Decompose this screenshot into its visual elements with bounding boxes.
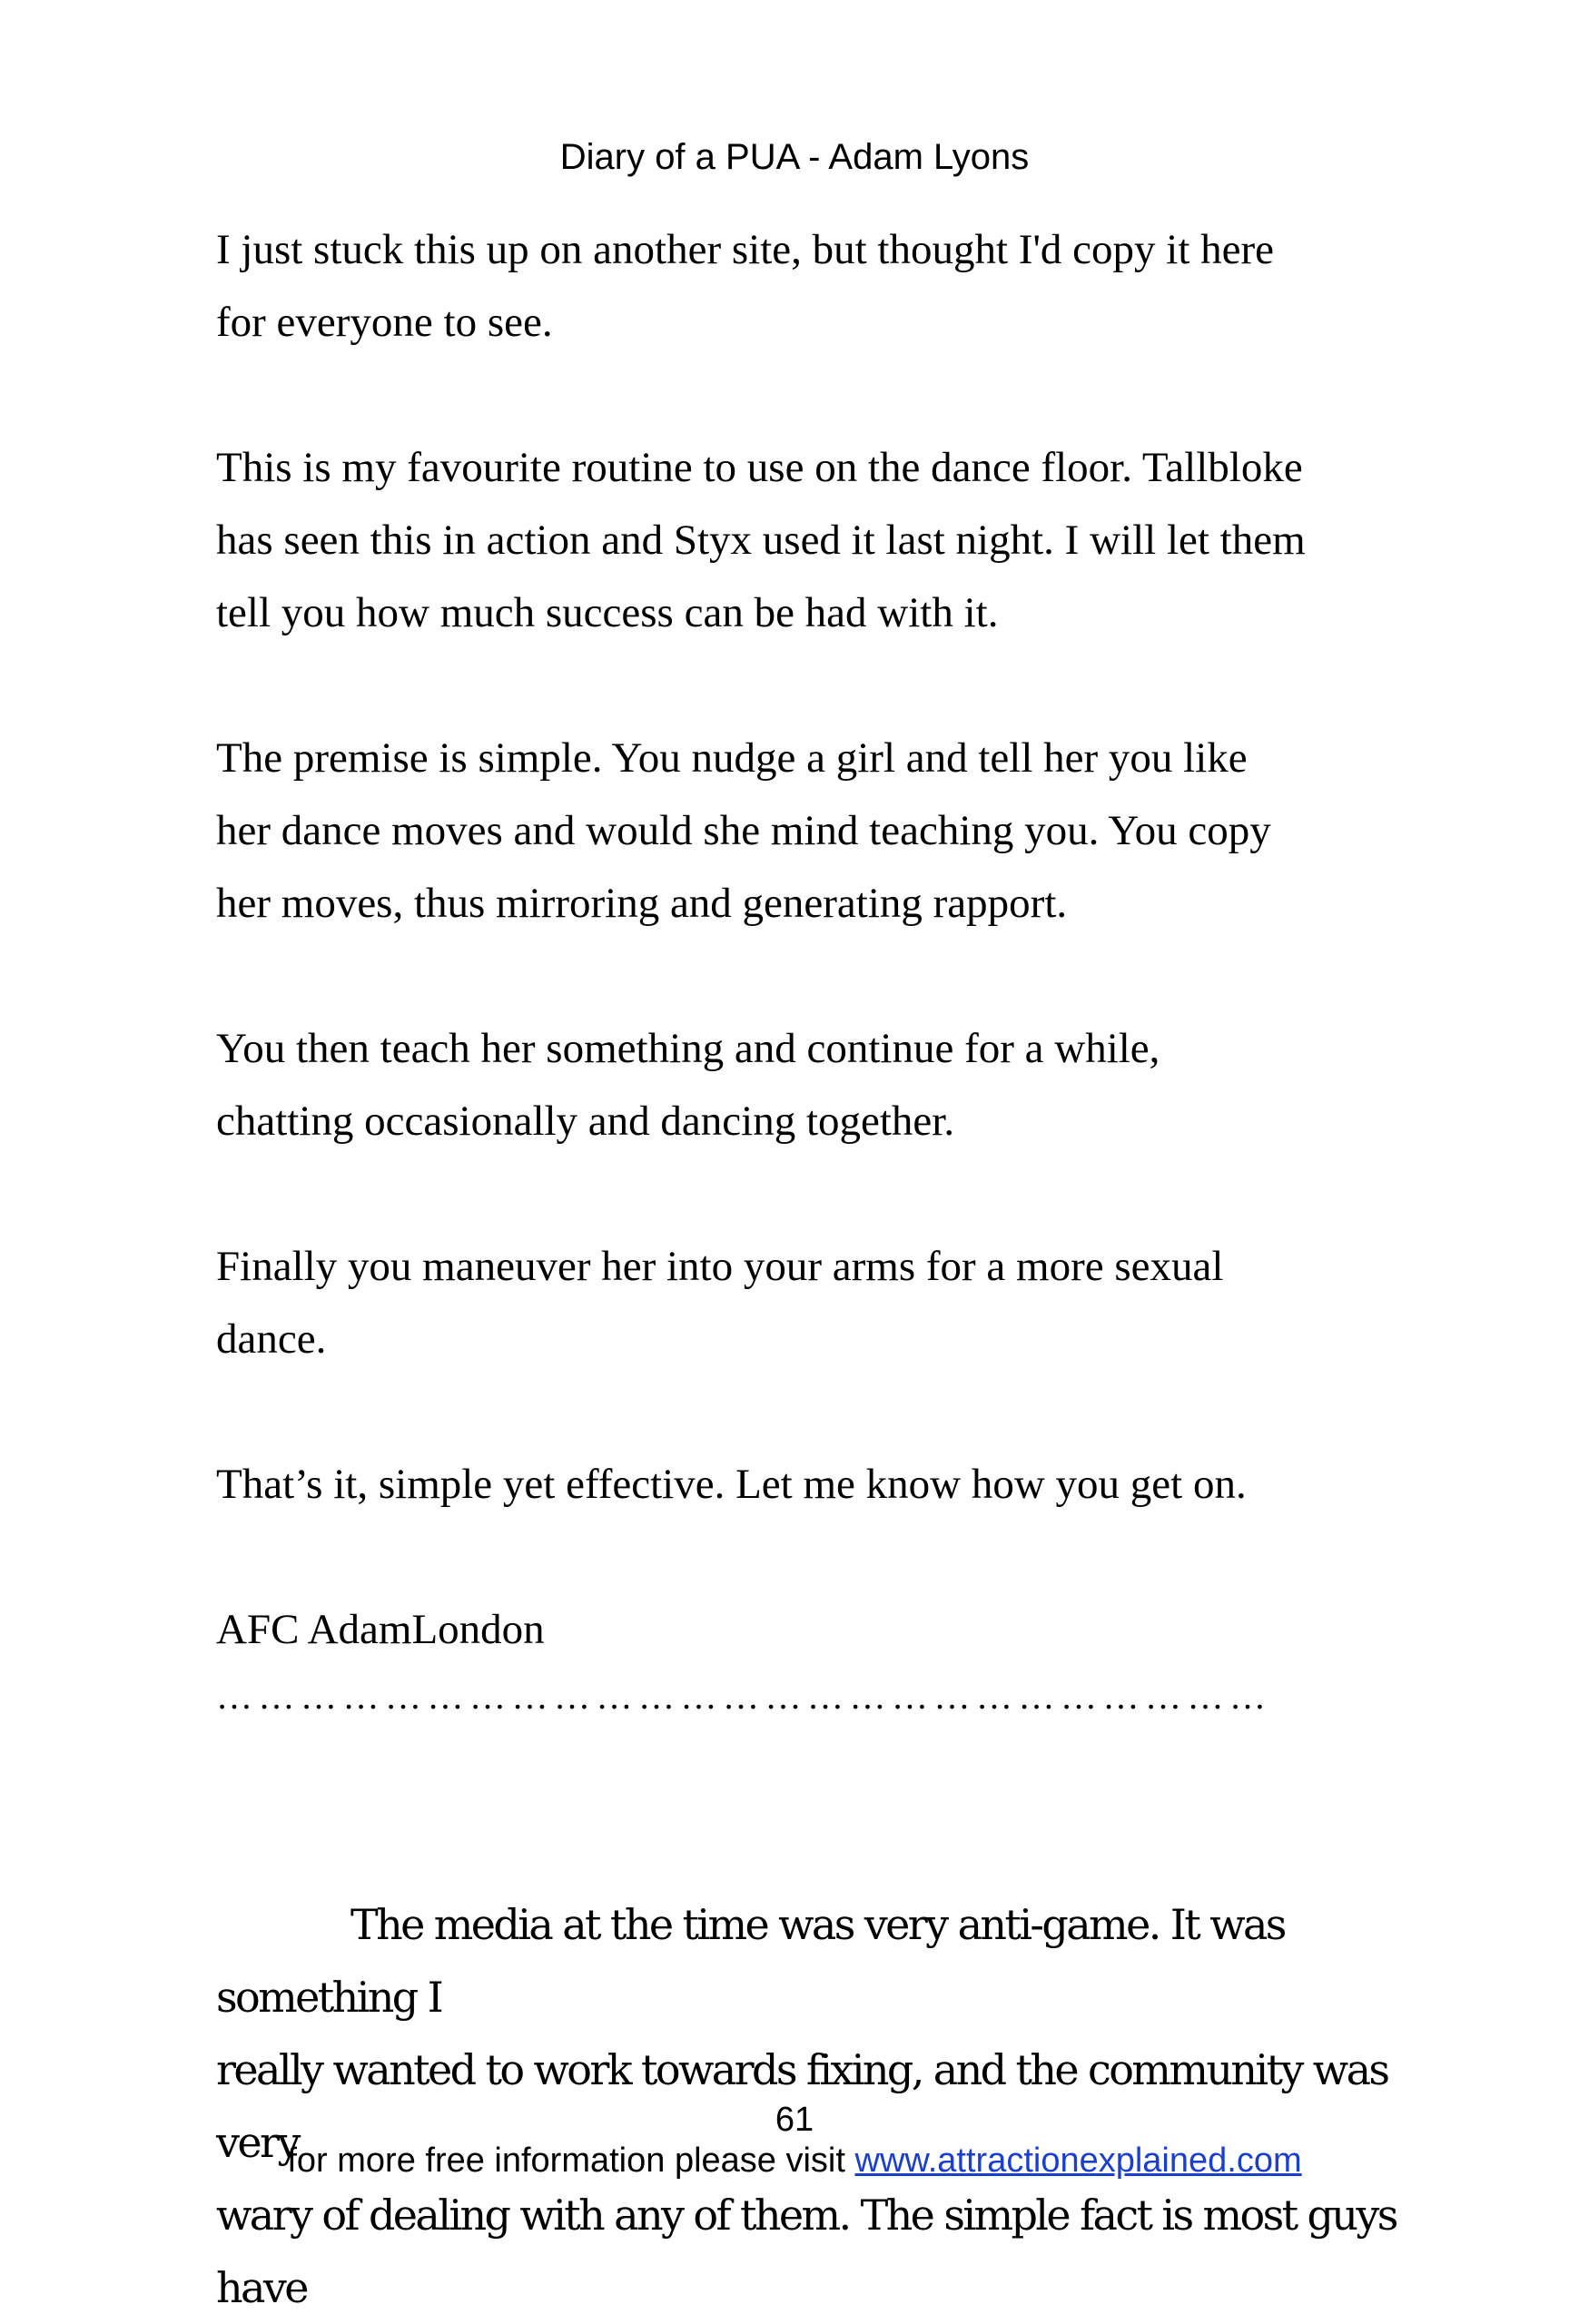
paragraph-text: The premise is simple. You nudge a girl and tell her you like her dance moves and would she mind teaching you. You copy her moves, thus mirroring and generating rapport. bbox=[216, 734, 1271, 927]
dotted-separator: ………………………………………………………………… bbox=[216, 1676, 1272, 1717]
forum-post-paragraph-2 bbox=[216, 431, 1415, 649]
narrative-paragraph bbox=[216, 1816, 1424, 2324]
forum-post-paragraph-4 bbox=[216, 1012, 1415, 1157]
forum-post-paragraph-3 bbox=[216, 722, 1415, 940]
forum-post-paragraph-5 bbox=[216, 1230, 1415, 1375]
signature-text: AFC AdamLondon bbox=[216, 1606, 545, 1653]
narrative-text: The media at the time was very anti-game. It was something I really wanted to work towards fixing, and the community was very wary of dealing with any of them. The simple fact is most guys have bbox=[216, 1900, 1397, 2312]
running-header: Diary of a PUA - Adam Lyons bbox=[559, 137, 1030, 177]
paragraph-text: That’s it, simple yet effective. Let me know how you get on. bbox=[216, 1461, 1247, 1508]
page-number: 61 bbox=[775, 2101, 814, 2139]
footer bbox=[0, 2138, 1589, 2183]
paragraph-text: Finally you maneuver her into your arms for a more sexual dance. bbox=[216, 1243, 1224, 1363]
website-link[interactable]: www.attractionexplained.com bbox=[854, 2142, 1302, 2180]
paragraph-text: I just stuck this up on another site, but thought I'd copy it here for everyone to see. bbox=[216, 226, 1275, 346]
footer-text: for more free information please visit bbox=[287, 2142, 855, 2180]
forum-post-paragraph-6 bbox=[216, 1448, 1415, 1521]
forum-post-paragraph-1 bbox=[216, 213, 1415, 359]
signature bbox=[216, 1593, 1415, 1666]
paragraph-text: This is my favourite routine to use on the dance floor. Tallbloke has seen this in action and Styx used it last night. I will let them tell you how much success can be had with it. bbox=[216, 444, 1306, 636]
paragraph-text: You then teach her something and continue for a while, chatting occasionally and dancing together. bbox=[216, 1025, 1160, 1145]
